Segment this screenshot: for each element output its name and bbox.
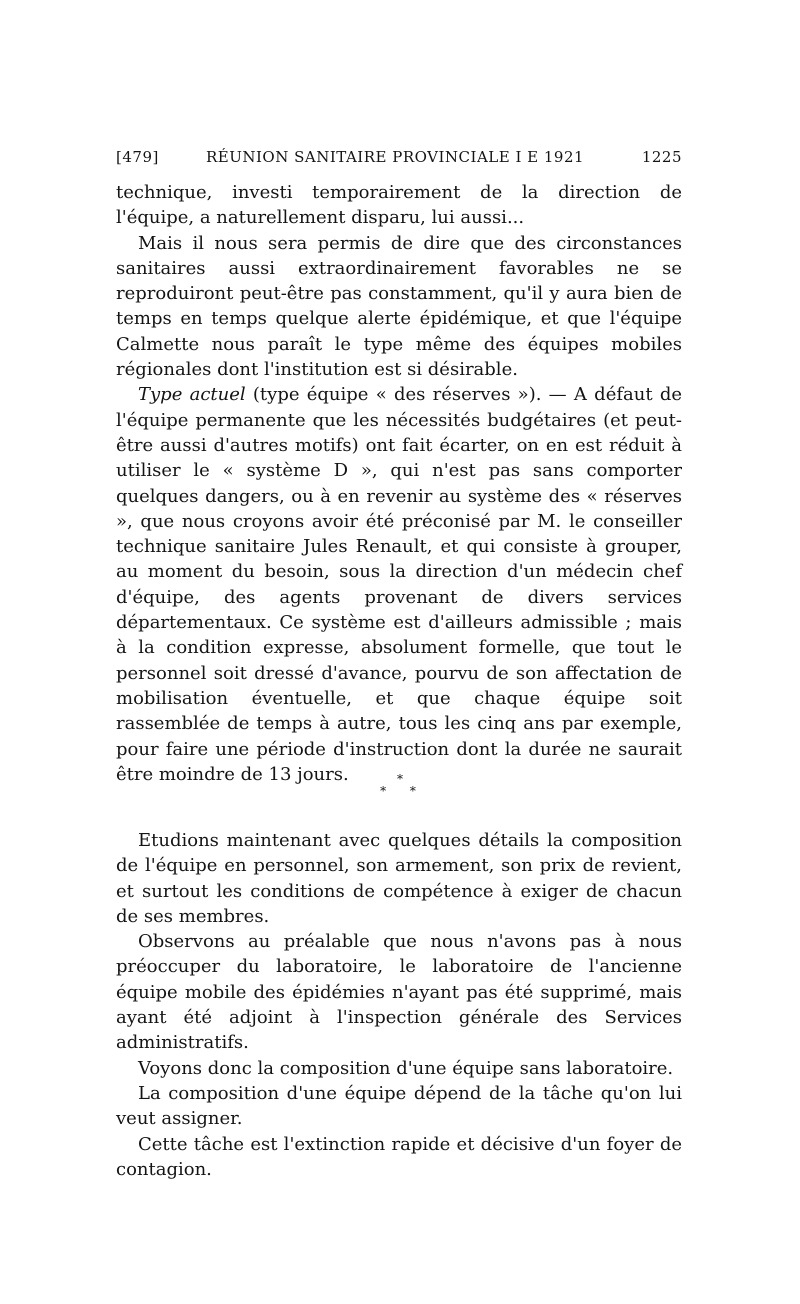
italic-heading: Type actuel <box>138 384 246 406</box>
asterism-top: * <box>397 772 403 786</box>
paragraph-tache: La composition d'une équipe dépend de la tâche qu'on lui veut assigner. <box>116 1082 682 1130</box>
body-text-bottom <box>116 828 682 1182</box>
paragraph-type-actuel <box>116 382 682 787</box>
asterism-bottom: * * <box>380 784 426 798</box>
page-reference: [479] <box>116 148 159 166</box>
page-number: 1225 <box>641 148 682 166</box>
paragraph-calmette: Mais il nous sera permis de dire que des circonstances sanitaires aussi extraordinairement favorables ne se reproduiront peut-être pas constamment, qu'il y aura bien de temps en temps quelque alerte épidémique, et que l'équipe Calmette nous paraît le type même des équipes mobiles régionales dont l'institution est si désirable. <box>116 232 682 381</box>
paragraph-laboratoire: Observons au préalable que nous n'avons pas à nous préoccuper du laboratoire, le laboratoire de l'ancienne équipe mobile des épidémies n'ayant pas été supprimé, mais ayant été adjoint à l'inspection générale des Services administratifs. <box>116 931 682 1054</box>
running-title: RÉUNION SANITAIRE PROVINCIALE I E 1921 <box>206 148 585 166</box>
paragraph-composition: Etudions maintenant avec quelques détails la composition de l'équipe en personnel, son armement, son prix de revient, et surtout les conditions de compétence à exiger de chacun de ses membres. <box>116 830 682 927</box>
paragraph-extinction: Cette tâche est l'extinction rapide et décisive d'un foyer de contagion. <box>116 1133 682 1180</box>
paragraph-type-actuel-text: (type équipe « des réserves »). — A défaut de l'équipe permanente que les nécessités budgétaires (et peut-être aussi d'autres motifs) ont fait écarter, on en est réduit à utiliser le « système D », qui n'est pas sans comporter quelques dangers, ou à en revenir au système des « réserves », que nous croyons avoir été préconisé par M. le conseiller technique sanitaire Jules Renault, et qui consiste à grouper, au moment du besoin, sous la direction d'un médecin chef d'équipe, des agents provenant de divers services départementaux. Ce système est d'ailleurs admissible ; mais à la condition expresse, absolument formelle, que tout le personnel soit dressé d'avance, pourvu de son affectation de mobilisation éventuelle, et que chaque équipe soit rassemblée de temps à autre, tous les cinq ans par exemple, pour faire une période d'instruction dont la durée ne saurait être moindre de 13 jours. <box>116 384 683 785</box>
section-asterism <box>370 773 430 803</box>
paragraph-continuation: technique, investi temporairement de la direction de l'équipe, a naturellement disparu, lui aussi... <box>116 182 682 229</box>
body-text-top <box>116 180 682 787</box>
paragraph-voyons: Voyons donc la composition d'une équipe sans laboratoire. <box>138 1057 674 1079</box>
